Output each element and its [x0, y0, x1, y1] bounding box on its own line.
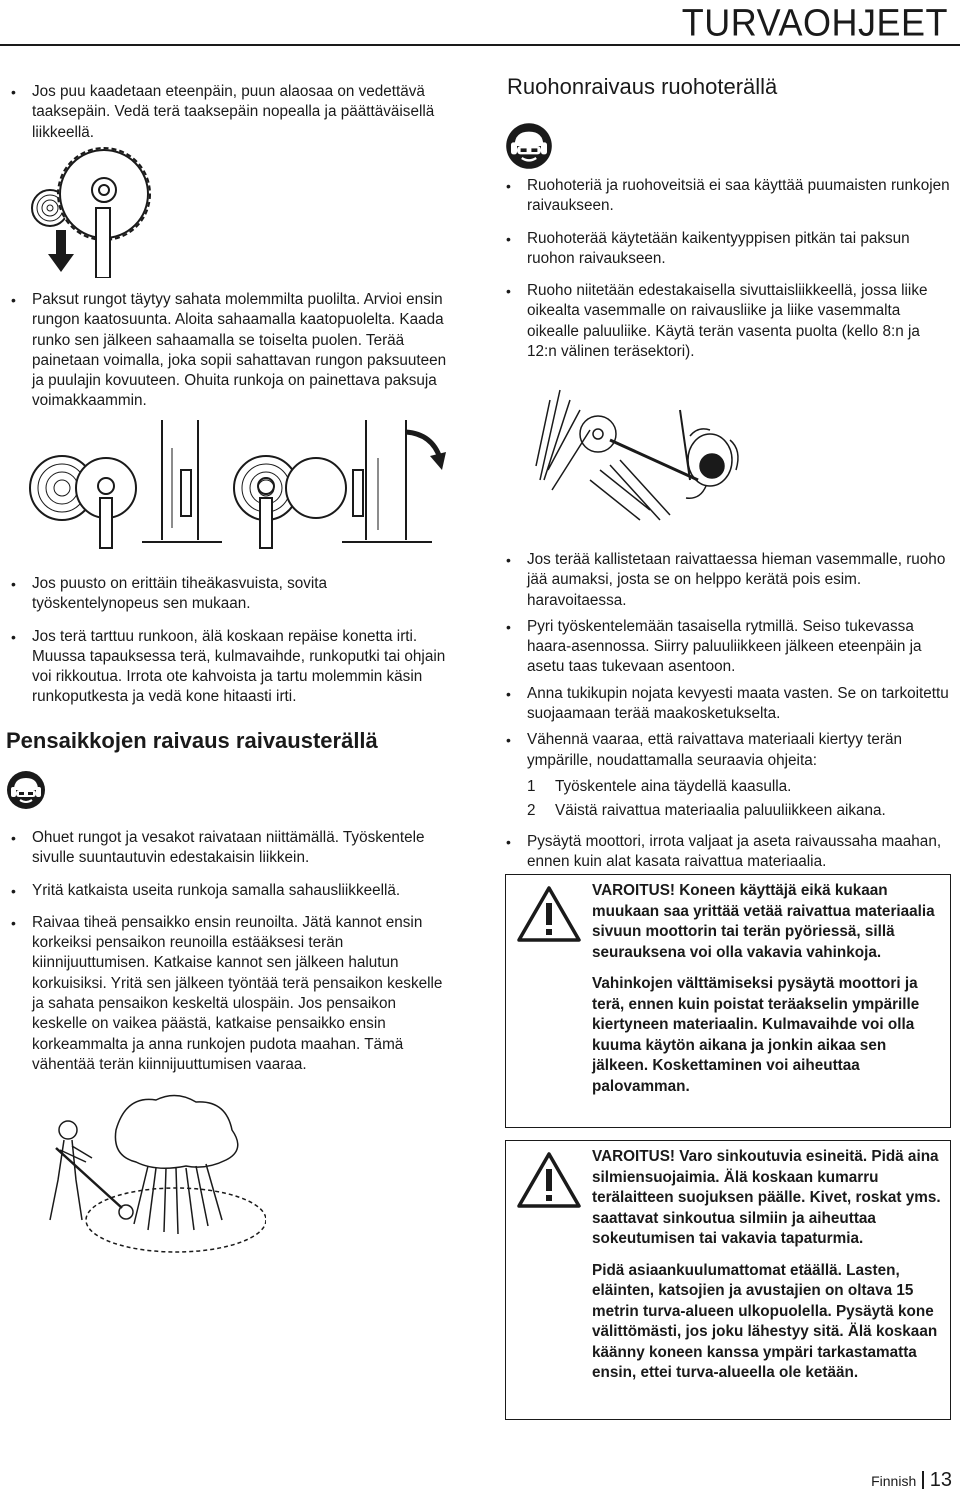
right-bullets-b	[505, 550, 950, 878]
warning-triangle-icon	[516, 1151, 582, 1209]
left-bullets-c	[10, 574, 455, 720]
list-item: • Vähennä vaaraa, että raivattava materiaali kiertyy terän ympärille, noudattamalla seuraavia ohjeita:	[505, 730, 950, 771]
right-bullets-a	[505, 176, 950, 374]
illustration-grass-cutting	[530, 370, 770, 530]
bullet-list	[10, 574, 455, 708]
warning-box-flying-objects	[505, 1140, 951, 1420]
illustration-thick-trunk-sawing	[22, 418, 452, 556]
numbered-steps	[505, 777, 950, 822]
left-bullets-b	[10, 290, 455, 424]
footer-separator	[922, 1471, 924, 1489]
warning-paragraph: Vahinkojen välttämiseksi pysäytä moottori ja terä, ennen kuin poistat teräakselin ympärille kiertyneen materiaalin. Kulmavaihde voi olla kuuma käytön aikana ja jonkin aikaa sen jälkeen. Koskettaminen voi aiheuttaa palovamman.	[592, 975, 920, 1095]
list-item: • Paksut rungot täytyy sahata molemmilta puolilta. Arvioi ensin rungon kaatosuunta. Aloita sahaamalla kaatopuolelta. Kaada runko sen jälkeen sahaamalla se toiselta puolen. Terää painetaan voimalla, joka sopii sahattavan rungon paksuuteen ja puulajin kovuuteen. Ohuita runkoja on painettava paksuja voimakkaammin.	[10, 290, 455, 412]
ppe-helmet-goggles-earmuffs-icon	[505, 122, 553, 170]
warning-paragraph: VAROITUS! Koneen käyttäjä eikä kukaan muukaan saa yrittää vetää raivattua materiaalia sivuun moottorin tai terän pyöriessä, sillä seurauksena voi olla vakavia vahinkoja.	[592, 882, 935, 961]
warning-paragraph: VAROITUS! Varo sinkoutuvia esineitä. Pidä aina silmiensuojaimia. Älä koskaan kumarru terälaitteen suojuksen päälle. Kivet, roskat yms. saattavat sinkoutua silmiin ja aiheuttaa sokeutumisen tai vakavia tapaturmia.	[592, 1148, 941, 1247]
curved-arrow-icon	[406, 432, 440, 458]
header-rule	[0, 44, 960, 46]
left-bullets-d	[10, 828, 455, 1087]
page-title: TURVAOHJEET	[681, 0, 948, 44]
list-item: • Anna tukikupin nojata kevyesti maata vasten. Se on tarkoitettu suojaamaan terää maakosketukselta.	[505, 684, 950, 725]
list-item: • Jos puu kaadetaan eteenpäin, puun alaosaa on vedettävä taaksepäin. Vedä terä taaksepäin nopealla ja päättäväisellä liikkeellä.	[10, 82, 455, 143]
step-item: 1 Työskentele aina täydellä kaasulla.	[527, 777, 792, 795]
warning-box-material-removal	[505, 874, 951, 1128]
bullet-list	[10, 82, 455, 143]
warning-paragraph: Pidä asiaankuulumattomat etäällä. Lasten, eläinten, katsojien ja avustajien on oltava 15 metrin turva-alueen ulkopuolella. Pysäytä kone välittömästi, jos joku lähestyy sitä. Älä koskaan käänny koneen kanssa ympäri tarkastamatta ensin, ettei turva-alueella ole ketään.	[592, 1261, 938, 1381]
list-item: • Ohuet rungot ja vesakot raivataan niittämällä. Työskentele sivulle suuntautuvin edestakaisin liikkein.	[10, 828, 455, 869]
section-title-grass-cutting: Ruohonraivaus ruohoterällä	[507, 74, 778, 99]
list-item: • Jos terää kallistetaan raivattaessa hieman vasemmalle, ruoho jää aumaksi, josta se on helppo kerätä pois esim. haravoitaessa.	[505, 550, 950, 611]
list-item: • Ruohoteriä ja ruohoveitsiä ei saa käyttää puumaisten runkojen raivaukseen.	[505, 176, 950, 217]
bullet-list	[505, 550, 950, 771]
illustration-bush-clearing	[36, 1090, 266, 1260]
bullet-list	[505, 832, 950, 873]
page-number: 13	[929, 1469, 952, 1491]
illustration-blade-pull-back	[26, 138, 156, 278]
list-item: • Pysäytä moottori, irrota valjaat ja aseta raivaussaha maahan, ennen kuin alat kasata raivattua materiaalia.	[505, 832, 950, 873]
section-title-brush-clearing: Pensaikkojen raivaus raivausterällä	[6, 728, 378, 753]
step-item: 2 Väistä raivattua materiaalia paluuliikkeen aikana.	[527, 802, 886, 820]
list-item: • Pyri työskentelemään tasaisella rytmillä. Seiso tukevassa haara-asennossa. Siirry paluuliikkeen jälkeen eteenpäin ja asetu taas tukevaan asentoon.	[505, 617, 950, 678]
bullet-list	[10, 290, 455, 412]
list-item: • Raivaa tiheä pensaikko ensin reunoilta. Jätä kannot ensin korkeiksi pensaikon reunoilla estääksesi terän kiinnijuuttumisen. Katkaise kannot sen jälkeen halutun korkuisiksi. Yritä sen jälkeen työntää terä pensaikon keskelle ja sahata pensaikon keskeltä ulospäin. Jos pensaikon keskelle on vaikea päästä, katkaise pensaikko ensin korkeammalta ja anna runkojen pudota maahan. Tämä vähentää terän kiinnijuuttumisen vaaraa.	[10, 913, 455, 1075]
footer-language: Finnish	[871, 1473, 917, 1489]
bullet-list	[10, 828, 455, 1075]
list-item: • Yritä katkaista useita runkoja samalla sahausliikkeellä.	[10, 881, 455, 901]
list-item: • Ruoho niitetään edestakaisella sivuttaisliikkeellä, jossa liike oikealta vasemmalle on raivausliike ja liike vasemmalta oikealle paluuliike. Käytä terän vasenta puolta (kello 8:n ja 12:n välinen teräsektori).	[505, 281, 950, 362]
bullet-list	[505, 176, 950, 362]
ppe-helmet-goggles-earmuffs-icon	[6, 770, 46, 810]
list-item: • Jos terä tarttuu runkoon, älä koskaan repäise konetta irti. Muussa tapauksessa terä, kulmavaihde, runkoputki tai ohjain voi rikkoutua. Irrota ote kahvoista ja tartu molemmin käsin runkoputkesta ja vedä kone hitaasti irti.	[10, 627, 455, 708]
warning-triangle-icon	[516, 885, 582, 943]
page-footer	[871, 1468, 952, 1492]
list-item: • Ruohoterää käytetään kaikentyyppisen pitkän tai paksun ruohon raivaukseen.	[505, 229, 950, 270]
list-item: • Jos puusto on erittäin tiheäkasvuista, sovita työskentelynopeus sen mukaan.	[10, 574, 455, 615]
saw-blade	[58, 148, 150, 278]
arrow-down-icon	[48, 230, 74, 272]
